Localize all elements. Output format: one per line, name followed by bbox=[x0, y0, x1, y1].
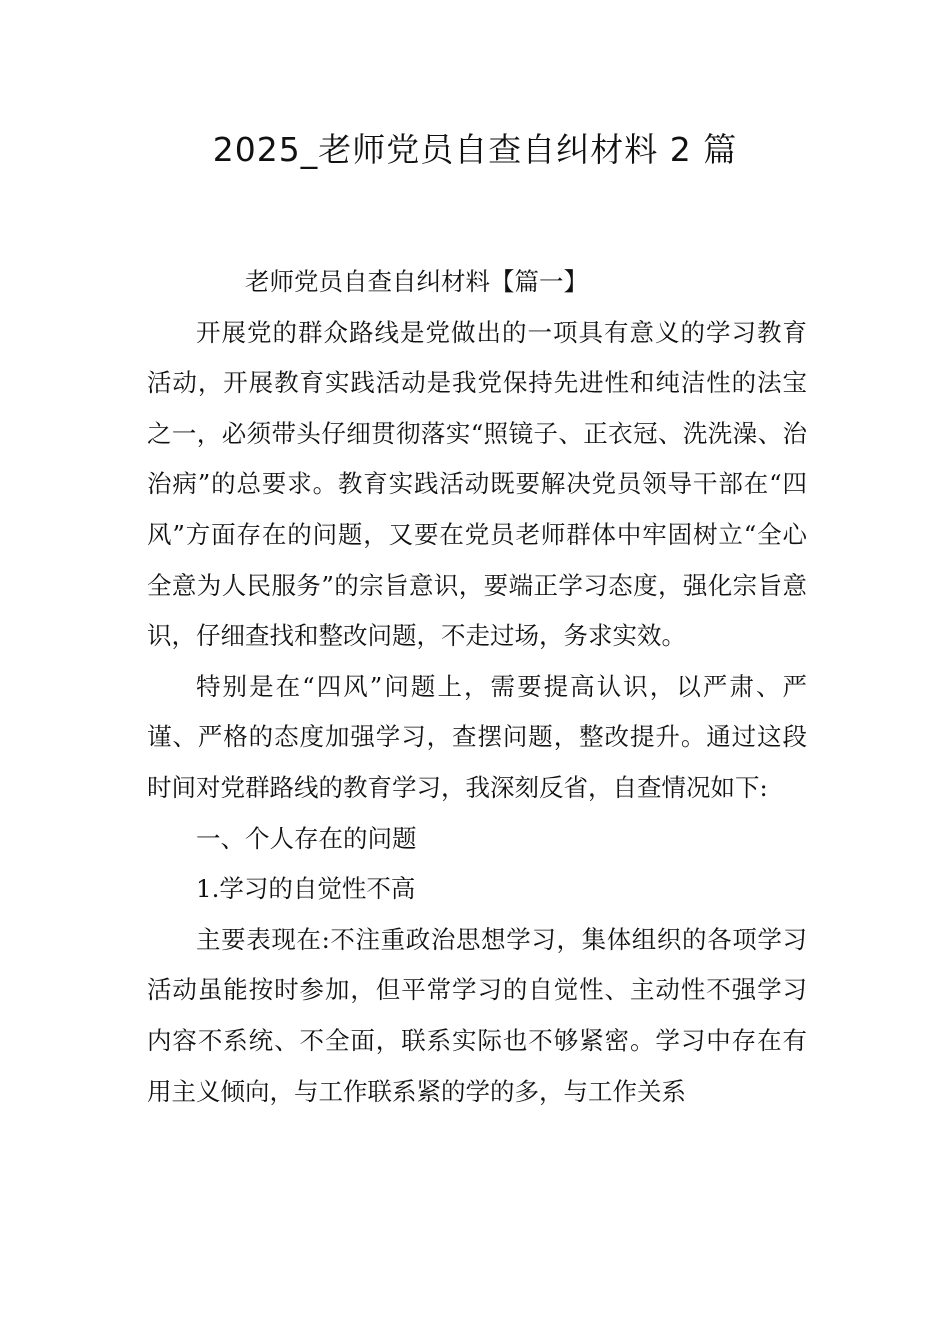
document-body bbox=[147, 257, 807, 1117]
paragraph: 开展党的群众路线是党做出的一项具有意义的学习教育活动，开展教育实践活动是我党保持先进性和纯洁性的法宝之一，必须带头仔细贯彻落实“照镜子、正衣冠、洗洗澡、治治病”的总要求。教育实践活动既要解决党员领导干部在“四风”方面存在的问题，又要在党员老师群体中牢固树立“全心全意为人民服务”的宗旨意识，要端正学习态度，强化宗旨意识，仔细查找和整改问题，不走过场，务求实效。 bbox=[147, 317, 807, 651]
paragraph: 特别是在“四风”问题上，需要提高认识，以严肃、严谨、严格的态度加强学习，查摆问题，整改提升。通过这段时间对党群路线的教育学习，我深刻反省，自查情况如下: bbox=[147, 671, 807, 802]
paragraph: 主要表现在:不注重政治思想学习，集体组织的各项学习活动虽能按时参加，但平常学习的自觉性、主动性不强学习内容不系统、不全面，联系实际也不够紧密。学习中存在有用主义倾向，与工作联系紧的学的多，与工作关系 bbox=[147, 924, 807, 1106]
document-title: 2025_老师党员自查自纠材料 2 篇 bbox=[212, 130, 738, 169]
section-heading: 一、个人存在的问题 bbox=[196, 823, 417, 853]
subsection-heading: 1.学习的自觉性不高 bbox=[196, 874, 416, 904]
section-subtitle: 老师党员自查自纠材料【篇一】 bbox=[245, 267, 588, 296]
